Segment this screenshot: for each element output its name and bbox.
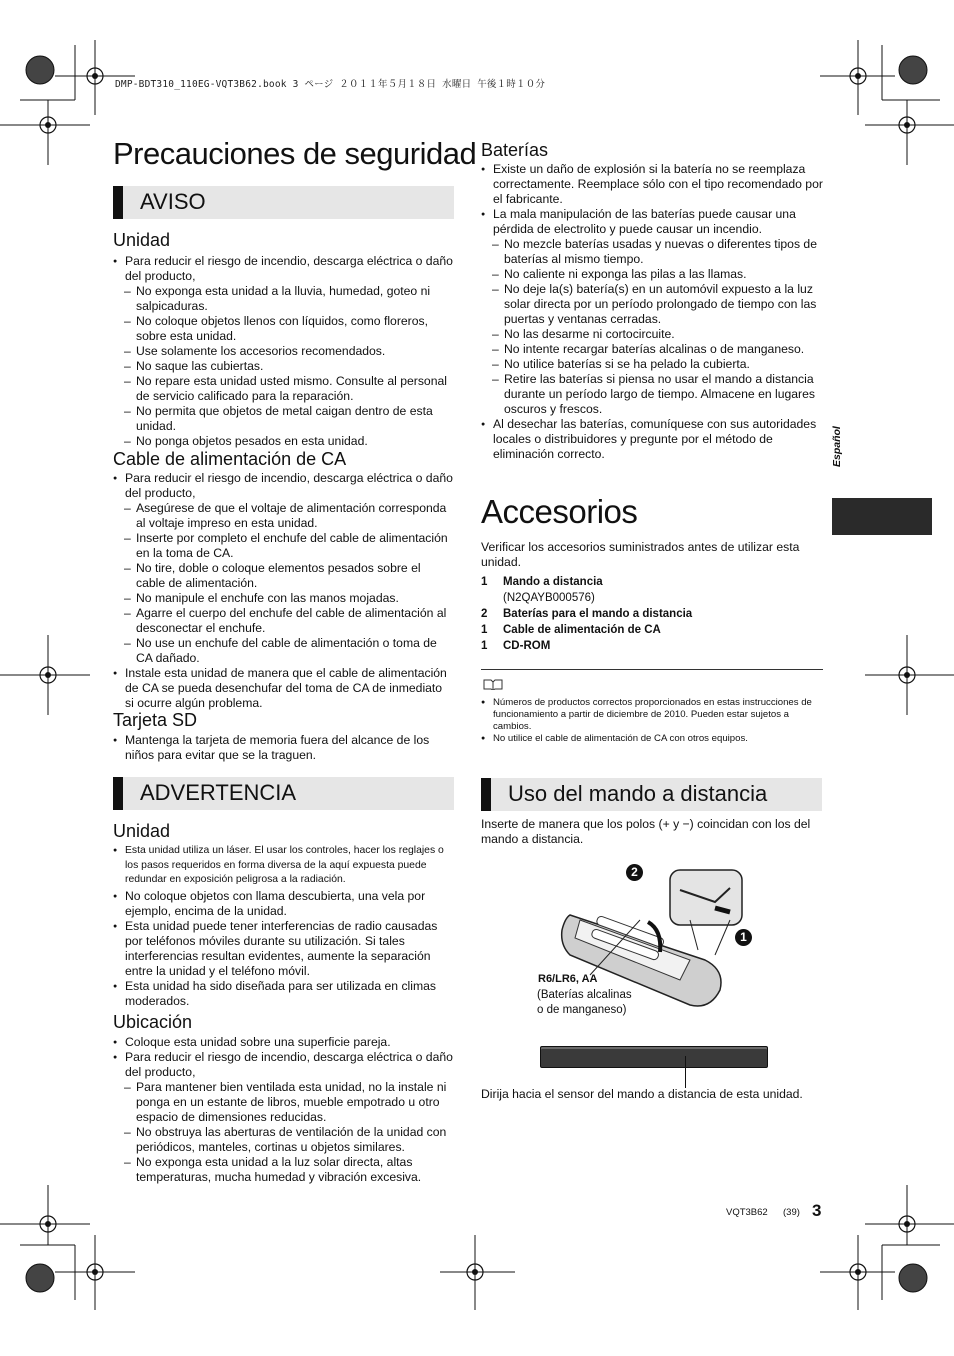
list-item: ● Números de productos correctos proporcionados en estas instrucciones de funcionamiento a partir de diciembre de 2010. Pueden estar sujetos a cambios. (481, 697, 823, 733)
battery-desc-line-1: (Baterías alcalinas (537, 989, 632, 1001)
list-item: ● La mala manipulación de las baterías puede causar una pérdida de electrolito y puede causar un incendio. (481, 207, 823, 237)
section-heading-baterias: Baterías (481, 140, 549, 160)
list-item: 1 CD-ROM (481, 640, 551, 652)
list-subitem: – No intente recargar baterías alcalinas o de manganeso. (481, 342, 823, 357)
uso-band (481, 778, 822, 811)
list-item: ● Para reducir el riesgo de incendio, descarga eléctrica o daño del producto, (113, 254, 453, 284)
page-title: Precauciones de seguridad (113, 136, 477, 171)
footer-sub-page: (39) (783, 1207, 800, 1218)
language-tab-label: Español (831, 426, 843, 467)
list-item: ● No coloque objetos con llama descubierta, una vela por ejemplo, encima de la unidad. (113, 889, 453, 919)
list-item: ● Esta unidad ha sido diseñada para ser utilizada en climas moderados. (113, 979, 453, 1009)
list-item: ● No utilice el cable de alimentación de CA con otros equipos. (481, 733, 823, 745)
list-subitem: – Para mantener bien ventilada esta unidad, no la instale ni ponga en un estante de libros, mueble empotrado u otro espacio de dimensiones reducidas. (113, 1080, 453, 1125)
section-heading-tarjeta: Tarjeta SD (113, 710, 198, 730)
list-subitem: – No deje la(s) batería(s) en un automóvil expuesto a la luz solar directa por un período prolongado de tiempo con las puertas y ventanas cerradas. (481, 282, 823, 327)
list-subitem: – No obstruya las aberturas de ventilación de la unidad con periódicos, manteles, cortinas u objetos similares. (113, 1125, 453, 1155)
battery-desc-line-2: o de manganeso) (537, 1004, 627, 1016)
list-subitem: – No caliente ni exponga las pilas a las llamas. (481, 267, 823, 282)
list-subitem: – No ponga objetos pesados en esta unidad. (113, 434, 453, 449)
list-item: ● Instale esta unidad de manera que el cable de alimentación de CA se pueda desenchufar del toma de CA de inmediato si ocurre algún problema. (113, 666, 453, 711)
list-subitem: – No tire, doble o coloque elementos pesados sobre el cable de alimentación. (113, 561, 453, 591)
step-1-marker: 1 (735, 929, 752, 946)
section-heading-unidad-2: Unidad (113, 821, 171, 841)
band-bar (113, 777, 123, 810)
unit-front-panel (540, 1046, 768, 1068)
list-subitem: – No coloque objetos llenos con líquidos, como floreros, sobre esta unidad. (113, 314, 453, 344)
list-item: ● Esta unidad puede tener interferencias de radio causadas por teléfonos móviles durante su utilización. Si tales interferencias resultan evidentes, aumente la separación entre la unidad y el teléfono móvil. (113, 919, 453, 979)
language-tab (832, 498, 932, 535)
aviso-band (113, 186, 454, 219)
list-subitem: – No manipule el enchufe con las manos mojadas. (113, 591, 453, 606)
list-subitem: – No las desarme ni cortocircuite. (481, 327, 823, 342)
list-item: ● Coloque esta unidad sobre una superficie pareja. (113, 1035, 453, 1050)
list-subitem: – No mezcle baterías usadas y nuevas o diferentes tipos de baterías al mismo tiempo. (481, 237, 823, 267)
section-heading-cable: Cable de alimentación de CA (113, 449, 347, 469)
section-heading-ubicacion: Ubicación (113, 1012, 193, 1032)
unidad-list (113, 254, 453, 449)
list-subitem: – No permita que objetos de metal caigan dentro de esta unidad. (113, 404, 453, 434)
list-item: 1 Cable de alimentación de CA (481, 624, 661, 636)
accesorios-title: Accesorios (481, 493, 638, 530)
list-subitem: – No repare esta unidad usted mismo. Consulte al personal de servicio calificado para la reparación. (113, 374, 453, 404)
section-heading-unidad: Unidad (113, 230, 171, 250)
list-subitem: – Use solamente los accesorios recomendados. (113, 344, 453, 359)
uso-intro: Inserte de manera que los polos (+ y −) coincidan con los del mando a distancia. (481, 817, 811, 846)
notes-list (481, 697, 823, 745)
battery-type-label: R6/LR6, AA (538, 973, 598, 985)
book-icon (483, 677, 503, 688)
band-bar (481, 778, 491, 811)
cable-list (113, 471, 453, 711)
list-subitem: – No exponga esta unidad a la lluvia, humedad, goteo ni salpicaduras. (113, 284, 453, 314)
unidad2-list (113, 889, 453, 1009)
accesorios-intro: Verificar los accesorios suministrados antes de utilizar esta unidad. (481, 540, 800, 569)
sensor-caption: Dirija hacia el sensor del mando a distancia de esta unidad. (481, 1087, 803, 1101)
list-item: ● Mantenga la tarjeta de memoria fuera del alcance de los niños para evitar que se la traguen. (113, 733, 453, 763)
step-2-marker: 2 (626, 864, 643, 881)
list-item: ● Para reducir el riesgo de incendio, descarga eléctrica o daño del producto, (113, 471, 453, 501)
list-item: ● Esta unidad utiliza un láser. El usar los controles, hacer los reglajes o los pasos requeridos en forma diversa de la aquí expuesta puede redundar en exposición peligrosa a la radiación. (113, 844, 458, 888)
band-label: ADVERTENCIA (140, 780, 297, 805)
list-subitem: – Inserte por completo el enchufe del cable de alimentación en la toma de CA. (113, 531, 453, 561)
list-subitem: – No saque las cubiertas. (113, 359, 453, 374)
band-bar (113, 186, 123, 219)
list-item-sub: (N2QAYB000576) (503, 592, 595, 604)
advertencia-band (113, 777, 454, 810)
list-item: ● Existe un daño de explosión si la batería no se reemplaza correctamente. Reemplace sólo con el tipo recomendado por el fabricante. (481, 162, 823, 207)
list-item: 1 Mando a distancia (481, 576, 603, 588)
list-subitem: – Retire las baterías si piensa no usar el mando a distancia durante un período largo de tiempo. Almacene en lugares oscuros y frescos. (481, 372, 823, 417)
sensor-pointer-line (685, 1056, 686, 1088)
page-number: 3 (812, 1201, 822, 1220)
laser-warning (113, 844, 458, 888)
ubicacion-list (113, 1035, 453, 1185)
baterias-list (481, 162, 823, 462)
list-subitem: – Agarre el cuerpo del enchufe del cable de alimentación al desconectar el enchufe. (113, 606, 453, 636)
divider (481, 669, 823, 670)
list-subitem: – No exponga esta unidad a la luz solar directa, altas temperaturas, mucha humedad y vibración excesiva. (113, 1155, 453, 1185)
list-subitem: – No use un enchufe del cable de alimentación o toma de CA dañado. (113, 636, 453, 666)
band-label: Uso del mando a distancia (508, 781, 768, 806)
list-item: 2 Baterías para el mando a distancia (481, 608, 693, 620)
list-subitem: – Asegúrese de que el voltaje de alimentación corresponda al voltaje impreso en esta unidad. (113, 501, 453, 531)
band-label: AVISO (140, 189, 206, 214)
accesorios-list (481, 574, 823, 654)
tarjeta-list (113, 733, 453, 763)
footer-code: VQT3B62 (726, 1207, 768, 1218)
list-subitem: – No utilice baterías si se ha pelado la cubierta. (481, 357, 823, 372)
print-header-line: DMP-BDT310_110EG-VQT3B62.book 3 ページ ２０１１年５月１８日 水曜日 午後１時１０分 (115, 79, 546, 90)
list-item: ● Para reducir el riesgo de incendio, descarga eléctrica o daño del producto, (113, 1050, 453, 1080)
list-item: ● Al desechar las baterías, comuníquese con sus autoridades locales o distribuidores y pregunte por el método de eliminación correcto. (481, 417, 823, 462)
